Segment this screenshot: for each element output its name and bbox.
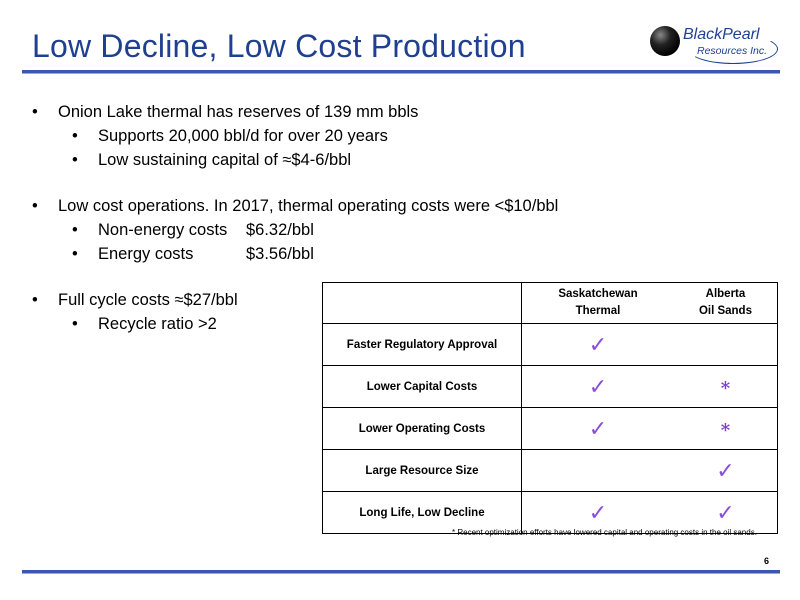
page-number: 6 <box>764 556 770 566</box>
column-header-saskatchewan: Saskatchewan Thermal <box>522 283 674 324</box>
sub-bullet-item: • Low sustaining capital of ≈$4-6/bbl <box>30 148 670 172</box>
checkmark-icon: ✓ <box>716 458 735 484</box>
cost-value: $3.56/bbl <box>246 245 314 263</box>
page-title: Low Decline, Low Cost Production <box>32 28 526 64</box>
alberta-cell <box>674 408 778 450</box>
table-header-row <box>323 283 778 324</box>
asterisk-icon: * <box>720 419 731 441</box>
table-footnote: * Recent optimization efforts have lowered capital and operating costs in the oil sands. <box>452 528 757 537</box>
row-label: Lower Operating Costs <box>323 408 522 450</box>
alberta-cell <box>674 450 778 492</box>
company-logo <box>650 20 780 68</box>
table-row <box>323 450 778 492</box>
table-row <box>323 366 778 408</box>
row-label: Lower Capital Costs <box>323 366 522 408</box>
bullet-item: • Low cost operations. In 2017, thermal operating costs were <$10/bbl <box>30 194 670 218</box>
checkmark-icon: ✓ <box>588 500 608 526</box>
checkmark-icon: ✓ <box>588 332 608 358</box>
checkmark-icon: ✓ <box>588 374 608 400</box>
asterisk-icon: * <box>720 377 731 399</box>
sub-bullet-item <box>30 242 670 266</box>
checkmark-icon: ✓ <box>716 500 735 526</box>
sask-cell <box>522 366 674 408</box>
table-header-empty <box>323 283 522 324</box>
row-label: Large Resource Size <box>323 450 522 492</box>
header-rule <box>22 70 780 74</box>
logo-subtitle: Resources Inc. <box>697 45 768 57</box>
sub-bullet-item: • Supports 20,000 bbl/d for over 20 years <box>30 124 670 148</box>
sask-cell <box>522 450 674 492</box>
logo-name: BlackPearl <box>683 26 760 43</box>
sask-cell <box>522 324 674 366</box>
bullet-item: • Onion Lake thermal has reserves of 139 mm bbls <box>30 100 670 124</box>
comparison-table <box>322 282 778 534</box>
checkmark-icon: ✓ <box>588 416 608 442</box>
table-row <box>323 324 778 366</box>
row-label: Long Life, Low Decline <box>323 492 522 534</box>
table-row <box>323 408 778 450</box>
alberta-cell <box>674 366 778 408</box>
sask-cell <box>522 408 674 450</box>
cost-value: $6.32/bbl <box>246 221 314 239</box>
alberta-cell <box>674 324 778 366</box>
footer-rule <box>22 570 780 574</box>
cost-label: Energy costs <box>98 245 194 263</box>
pearl-icon <box>650 26 680 56</box>
bullet-item: • Full cycle costs ≈$27/bbl <box>30 288 670 312</box>
sub-bullet-item <box>30 218 670 242</box>
cost-label: Non-energy costs <box>98 221 228 239</box>
sub-bullet-item: • Recycle ratio >2 <box>30 312 670 336</box>
column-header-alberta: Alberta Oil Sands <box>674 283 778 324</box>
row-label: Faster Regulatory Approval <box>323 324 522 366</box>
